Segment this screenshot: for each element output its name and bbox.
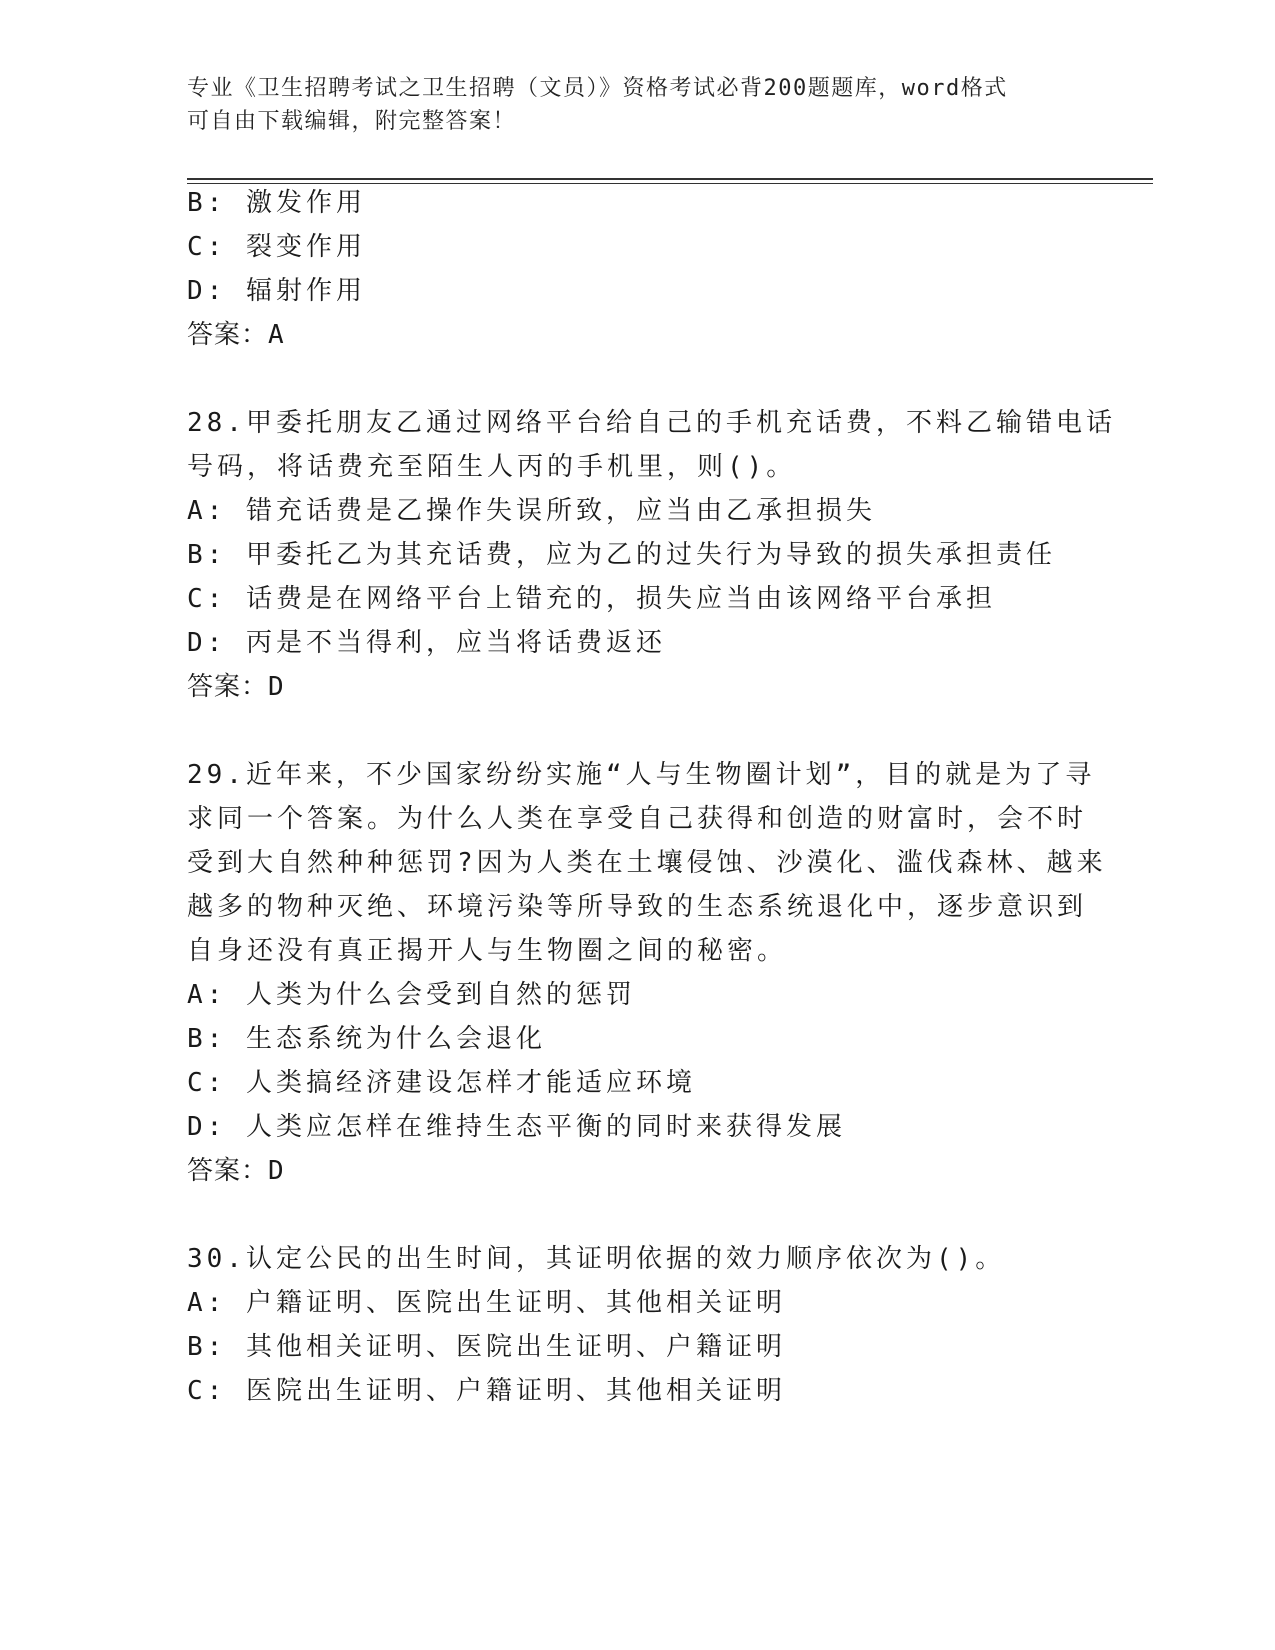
q30-option-c: C: 医院出生证明、户籍证明、其他相关证明 bbox=[187, 1376, 786, 1406]
q28-stem-line-2: 号码，将话费充至陌生人丙的手机里，则()。 bbox=[187, 452, 797, 482]
header-divider bbox=[187, 178, 1153, 184]
q29-option-d: D: 人类应怎样在维持生态平衡的同时来获得发展 bbox=[187, 1112, 846, 1142]
document-header bbox=[187, 72, 1087, 138]
header-title-line-1: 专业《卫生招聘考试之卫生招聘（文员）》资格考试必背200题题库，word格式 bbox=[187, 76, 1008, 101]
q29-stem-line-2: 求同一个答案。为什么人类在享受自己获得和创造的财富时，会不时 bbox=[187, 804, 1088, 834]
q29-stem-line-5: 自身还没有真正揭开人与生物圈之间的秘密。 bbox=[187, 936, 788, 966]
q28-option-b: B: 甲委托乙为其充话费，应为乙的过失行为导致的损失承担责任 bbox=[187, 540, 1056, 570]
q29-stem-line-3: 受到大自然种种惩罚?因为人类在土壤侵蚀、沙漠化、滥伐森林、越来 bbox=[187, 848, 1107, 878]
q28-option-c: C: 话费是在网络平台上错充的，损失应当由该网络平台承担 bbox=[187, 584, 996, 614]
q28-answer: 答案：D bbox=[187, 672, 285, 702]
q27-option-b: B: 激发作用 bbox=[187, 188, 366, 218]
q28-option-a: A: 错充话费是乙操作失误所致，应当由乙承担损失 bbox=[187, 496, 876, 526]
q29-stem-line-4: 越多的物种灭绝、环境污染等所导致的生态系统退化中，逐步意识到 bbox=[187, 892, 1088, 922]
q27-option-d: D: 辐射作用 bbox=[187, 276, 366, 306]
q30-option-b: B: 其他相关证明、医院出生证明、户籍证明 bbox=[187, 1332, 786, 1362]
header-title-line-2: 可自由下载编辑，附完整答案！ bbox=[187, 109, 517, 134]
q28-option-d: D: 丙是不当得利，应当将话费返还 bbox=[187, 628, 666, 658]
q29-option-a: A: 人类为什么会受到自然的惩罚 bbox=[187, 980, 636, 1010]
q29-option-c: C: 人类搞经济建设怎样才能适应环境 bbox=[187, 1068, 696, 1098]
q30-option-a: A: 户籍证明、医院出生证明、其他相关证明 bbox=[187, 1288, 786, 1318]
q29-option-b: B: 生态系统为什么会退化 bbox=[187, 1024, 546, 1054]
q28-stem-line-1: 28.甲委托朋友乙通过网络平台给自己的手机充话费，不料乙输错电话 bbox=[187, 408, 1116, 438]
q30-stem-line-1: 30.认定公民的出生时间，其证明依据的效力顺序依次为()。 bbox=[187, 1244, 1006, 1274]
q27-option-c: C: 裂变作用 bbox=[187, 232, 366, 262]
q29-stem-line-1: 29.近年来，不少国家纷纷实施“人与生物圈计划”，目的就是为了寻 bbox=[187, 760, 1096, 790]
q29-answer: 答案：D bbox=[187, 1156, 285, 1186]
q27-answer: 答案：A bbox=[187, 320, 285, 350]
